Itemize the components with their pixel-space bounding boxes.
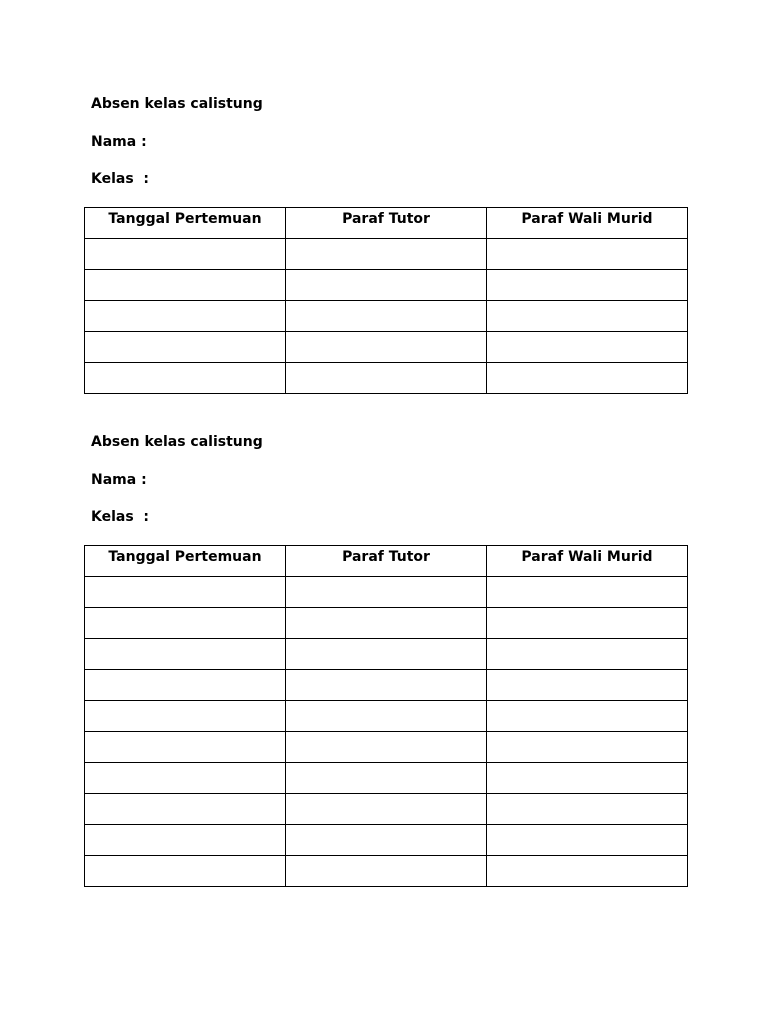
paraf-wali-murid-cell[interactable] xyxy=(487,701,688,732)
paraf-wali-murid-cell[interactable] xyxy=(487,639,688,670)
paraf-tutor-cell[interactable] xyxy=(286,239,487,270)
table-row xyxy=(85,763,688,794)
tanggal-cell[interactable] xyxy=(85,701,286,732)
column-header-paraf-tutor: Paraf Tutor xyxy=(286,546,487,577)
paraf-tutor-cell[interactable] xyxy=(286,608,487,639)
paraf-tutor-cell[interactable] xyxy=(286,825,487,856)
paraf-wali-murid-cell[interactable] xyxy=(487,856,688,887)
tanggal-cell[interactable] xyxy=(85,670,286,701)
tanggal-cell[interactable] xyxy=(85,763,286,794)
nama-label: Nama : xyxy=(91,134,147,150)
tanggal-cell[interactable] xyxy=(85,856,286,887)
paraf-tutor-cell[interactable] xyxy=(286,856,487,887)
paraf-tutor-cell[interactable] xyxy=(286,701,487,732)
paraf-wali-murid-cell[interactable] xyxy=(487,732,688,763)
tanggal-cell[interactable] xyxy=(85,639,286,670)
paraf-wali-murid-cell[interactable] xyxy=(487,608,688,639)
paraf-tutor-cell[interactable] xyxy=(286,732,487,763)
paraf-tutor-cell[interactable] xyxy=(286,332,487,363)
paraf-tutor-cell[interactable] xyxy=(286,270,487,301)
table-row xyxy=(85,825,688,856)
paraf-tutor-cell[interactable] xyxy=(286,763,487,794)
tanggal-cell[interactable] xyxy=(85,363,286,394)
tanggal-cell[interactable] xyxy=(85,825,286,856)
paraf-wali-murid-cell[interactable] xyxy=(487,301,688,332)
paraf-tutor-cell[interactable] xyxy=(286,301,487,332)
paraf-wali-murid-cell[interactable] xyxy=(487,577,688,608)
table-row xyxy=(85,670,688,701)
table-row xyxy=(85,794,688,825)
nama-label: Nama : xyxy=(91,472,147,488)
paraf-wali-murid-cell[interactable] xyxy=(487,794,688,825)
table-row xyxy=(85,363,688,394)
paraf-tutor-cell[interactable] xyxy=(286,577,487,608)
paraf-wali-murid-cell[interactable] xyxy=(487,825,688,856)
tanggal-cell[interactable] xyxy=(85,332,286,363)
table-row xyxy=(85,239,688,270)
tanggal-cell[interactable] xyxy=(85,608,286,639)
paraf-tutor-cell[interactable] xyxy=(286,363,487,394)
table-row xyxy=(85,701,688,732)
paraf-tutor-cell[interactable] xyxy=(286,794,487,825)
table-row xyxy=(85,332,688,363)
table-row xyxy=(85,270,688,301)
table-row xyxy=(85,608,688,639)
tanggal-cell[interactable] xyxy=(85,239,286,270)
table-header-row xyxy=(85,208,688,239)
tanggal-cell[interactable] xyxy=(85,270,286,301)
table-row xyxy=(85,732,688,763)
table-row xyxy=(85,301,688,332)
paraf-wali-murid-cell[interactable] xyxy=(487,332,688,363)
paraf-wali-murid-cell[interactable] xyxy=(487,763,688,794)
section-title: Absen kelas calistung xyxy=(91,96,263,112)
tanggal-cell[interactable] xyxy=(85,794,286,825)
column-header-paraf-wali-murid: Paraf Wali Murid xyxy=(487,546,688,577)
section-title: Absen kelas calistung xyxy=(91,434,263,450)
tanggal-cell[interactable] xyxy=(85,732,286,763)
paraf-wali-murid-cell[interactable] xyxy=(487,363,688,394)
column-header-tanggal: Tanggal Pertemuan xyxy=(85,546,286,577)
paraf-wali-murid-cell[interactable] xyxy=(487,270,688,301)
tanggal-cell[interactable] xyxy=(85,577,286,608)
table-header-row xyxy=(85,546,688,577)
paraf-tutor-cell[interactable] xyxy=(286,670,487,701)
kelas-label: Kelas : xyxy=(91,171,150,187)
attendance-table xyxy=(84,207,688,394)
tanggal-cell[interactable] xyxy=(85,301,286,332)
paraf-wali-murid-cell[interactable] xyxy=(487,239,688,270)
column-header-tanggal: Tanggal Pertemuan xyxy=(85,208,286,239)
paraf-wali-murid-cell[interactable] xyxy=(487,670,688,701)
paraf-tutor-cell[interactable] xyxy=(286,639,487,670)
attendance-table xyxy=(84,545,688,887)
kelas-label: Kelas : xyxy=(91,509,150,525)
column-header-paraf-tutor: Paraf Tutor xyxy=(286,208,487,239)
table-row xyxy=(85,856,688,887)
table-row xyxy=(85,639,688,670)
column-header-paraf-wali-murid: Paraf Wali Murid xyxy=(487,208,688,239)
table-row xyxy=(85,577,688,608)
